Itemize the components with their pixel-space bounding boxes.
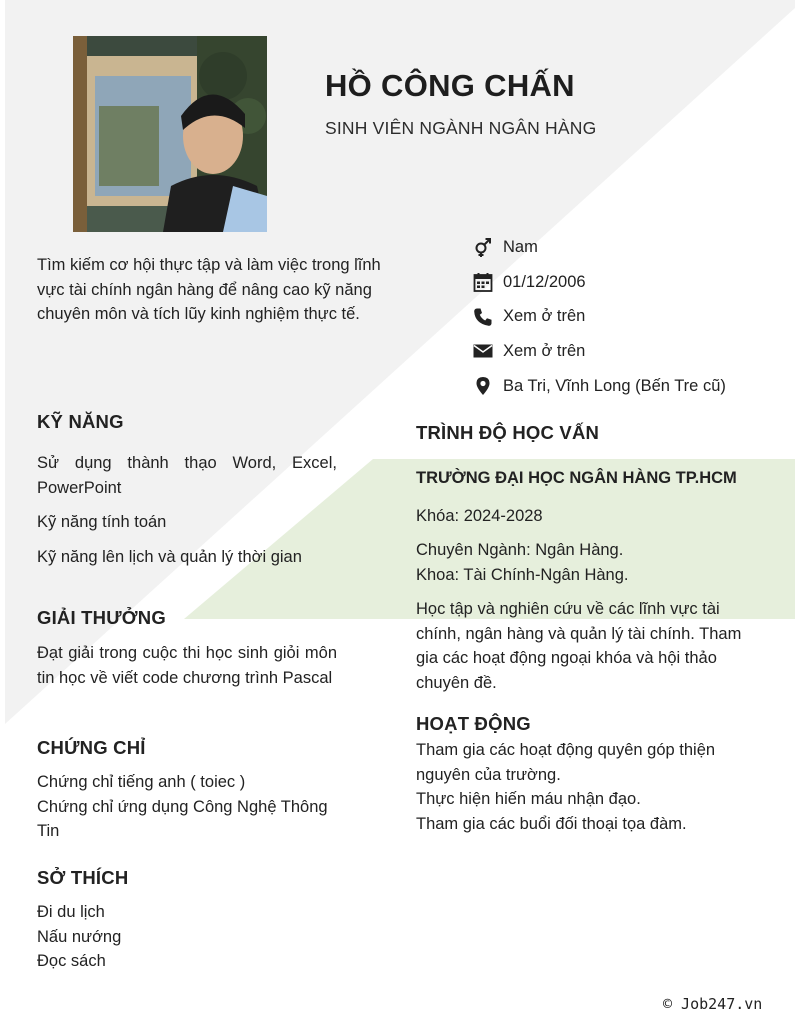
hobbies-list <box>37 900 337 974</box>
mail-icon <box>472 340 494 362</box>
gender-icon <box>472 236 494 258</box>
address-value: Ba Tri, Vĩnh Long (Bến Tre cũ) <box>503 376 726 395</box>
activity-item: Tham gia các hoạt động quyên góp thiện nguyên của trường. <box>416 741 716 784</box>
skills-heading: KỸ NĂNG <box>37 411 124 432</box>
education-major-faculty <box>416 538 786 587</box>
gender-value: Nam <box>503 237 538 256</box>
contact-address <box>472 369 792 404</box>
phone-icon <box>472 306 494 328</box>
hobby-item: Đi du lịch <box>37 903 105 921</box>
certificates-list <box>37 770 347 844</box>
contact-dob <box>472 265 792 300</box>
hobbies-heading: SỞ THÍCH <box>37 867 129 888</box>
career-objective: Tìm kiếm cơ hội thực tập và làm việc trong lĩnh vực tài chính ngân hàng để nâng cao kỹ năng chuyên môn và tích lũy kinh nghiệm thực tế. <box>37 256 381 324</box>
profile-photo <box>73 36 267 232</box>
email-value: Xem ở trên <box>503 341 586 360</box>
location-icon <box>472 375 494 397</box>
contact-email <box>472 334 792 369</box>
certificates-heading: CHỨNG CHỈ <box>37 737 146 758</box>
contact-gender <box>472 230 792 265</box>
school-name: TRƯỜNG ĐẠI HỌC NGÂN HÀNG TP.HCM <box>416 469 737 487</box>
activity-item: Thực hiện hiến máu nhận đạo. <box>416 790 641 809</box>
skill-item: Kỹ năng tính toán <box>37 513 167 532</box>
activities-heading: HOẠT ĐỘNG <box>416 713 531 734</box>
contact-list <box>472 230 792 403</box>
awards-heading: GIẢI THƯỞNG <box>37 607 166 628</box>
hobby-item: Nấu nướng <box>37 927 122 946</box>
candidate-name: HỒ CÔNG CHẤN <box>325 68 575 103</box>
education-description: Học tập và nghiên cứu về các lĩnh vực tài chính, ngân hàng và quản lý tài chính. Tham gia các hoạt động ngoại khóa và hội thảo chuyên đề. <box>416 600 742 693</box>
candidate-title: SINH VIÊN NGÀNH NGÂN HÀNG <box>325 118 597 138</box>
awards-text: Đạt giải trong cuộc thi học sinh giỏi môn tin học về viết code chương trình Pascal <box>37 644 337 687</box>
activities-list <box>416 738 756 837</box>
footer-copyright: © Job247.vn <box>663 995 763 1013</box>
phone-value: Xem ở trên <box>503 307 586 326</box>
skill-item: Kỹ năng lên lịch và quản lý thời gian <box>37 548 302 567</box>
education-major: Chuyên Ngành: Ngân Hàng. <box>416 541 624 559</box>
education-heading: TRÌNH ĐỘ HỌC VẤN <box>416 422 600 443</box>
certificate-item: Chứng chỉ tiếng anh ( toiec ) <box>37 773 246 791</box>
dob-value: 01/12/2006 <box>503 272 586 291</box>
contact-phone <box>472 299 792 334</box>
skills-list <box>37 451 337 580</box>
certificate-item: Chứng chỉ ứng dụng Công Nghệ Thông Tin <box>37 797 328 841</box>
skill-item: Sử dụng thành thạo Word, Excel, PowerPoint <box>37 454 337 497</box>
activity-item: Tham gia các buổi đối thoại tọa đàm. <box>416 815 687 834</box>
calendar-icon <box>472 271 494 293</box>
education-term: Khóa: 2024-2028 <box>416 507 543 525</box>
hobby-item: Đọc sách <box>37 952 106 971</box>
education-faculty: Khoa: Tài Chính-Ngân Hàng. <box>416 565 629 584</box>
